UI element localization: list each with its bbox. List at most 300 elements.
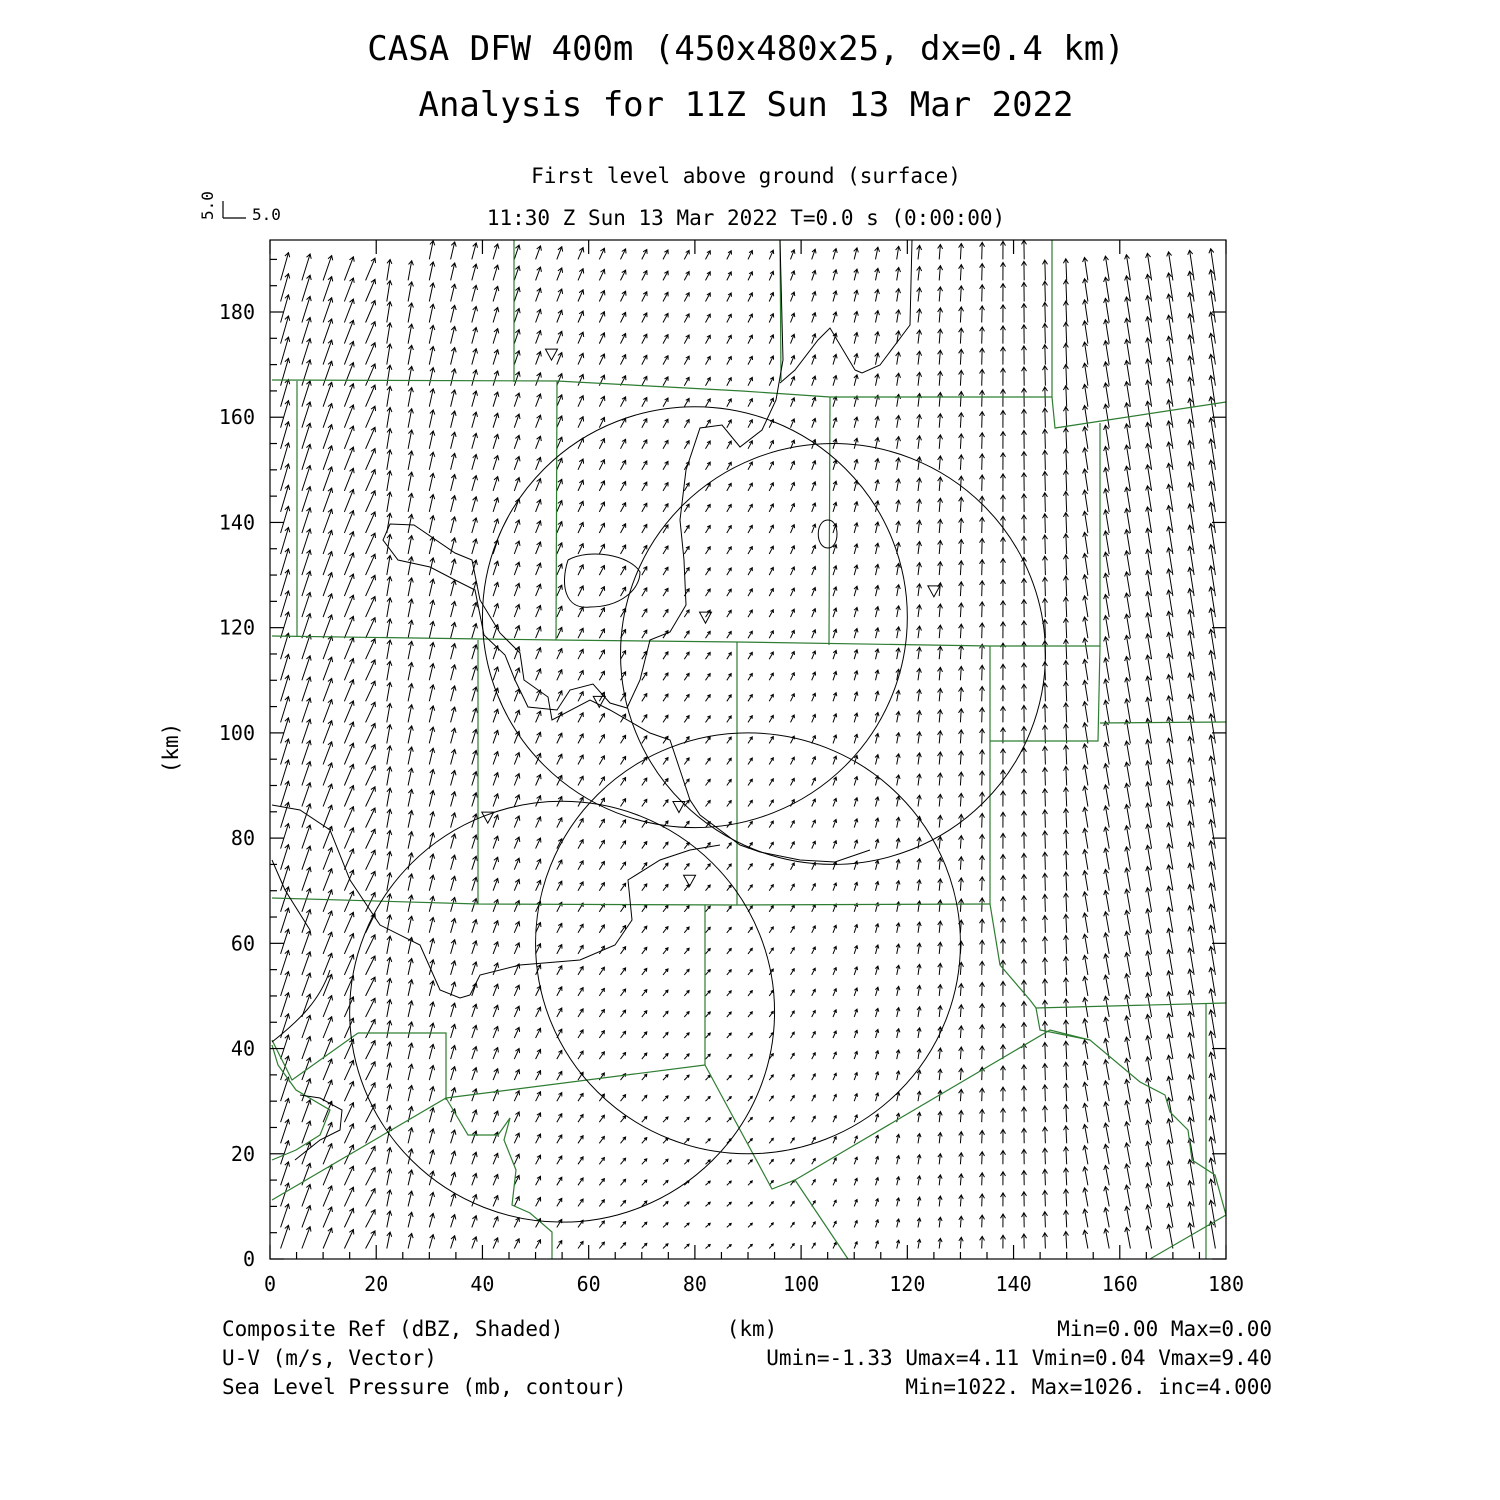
wind-vector bbox=[980, 581, 985, 596]
wind-vector bbox=[727, 568, 731, 575]
wind-vector bbox=[429, 1235, 434, 1249]
wind-vector bbox=[323, 1017, 332, 1038]
wind-vector bbox=[875, 860, 879, 869]
wind-vector bbox=[472, 433, 478, 449]
wind-vector bbox=[514, 308, 520, 322]
wind-vector bbox=[1064, 661, 1069, 681]
wind-vector bbox=[557, 1093, 562, 1102]
wind-vector bbox=[663, 948, 668, 954]
wind-vector bbox=[959, 1089, 964, 1101]
wind-vector bbox=[621, 439, 626, 449]
wind-vector bbox=[684, 420, 689, 428]
wind-vector bbox=[854, 375, 858, 386]
wind-vector bbox=[599, 1221, 604, 1227]
wind-vector bbox=[1022, 1234, 1027, 1249]
wind-vector bbox=[1022, 367, 1027, 386]
wind-vector bbox=[791, 292, 795, 302]
wind-vector bbox=[684, 864, 689, 870]
wind-vector bbox=[706, 547, 711, 554]
wind-vector bbox=[642, 440, 647, 449]
y-tick-label: 120 bbox=[218, 615, 255, 640]
wind-vector bbox=[980, 1109, 985, 1122]
wind-vector bbox=[323, 848, 332, 870]
wind-vector bbox=[557, 754, 562, 764]
wind-vector bbox=[1125, 741, 1131, 764]
wind-vector bbox=[578, 374, 584, 385]
wind-vector bbox=[302, 1184, 311, 1206]
wind-vector bbox=[1146, 824, 1152, 848]
wind-vector bbox=[875, 1008, 879, 1017]
wind-vector bbox=[599, 587, 604, 597]
wind-vector bbox=[514, 1112, 519, 1122]
wind-vector bbox=[621, 1179, 626, 1185]
wind-vector bbox=[387, 936, 392, 954]
wind-vector bbox=[642, 1159, 647, 1165]
wind-vector bbox=[302, 719, 311, 743]
wind-vector bbox=[938, 921, 943, 933]
wind-vector bbox=[917, 499, 922, 512]
wind-vector bbox=[578, 290, 584, 302]
wind-vector bbox=[642, 313, 647, 323]
wind-vector bbox=[917, 1049, 921, 1059]
wind-vector bbox=[1001, 812, 1006, 827]
wind-vector bbox=[493, 878, 498, 890]
wind-vector bbox=[578, 1157, 583, 1165]
wind-vector bbox=[938, 562, 943, 575]
wind-vector bbox=[980, 919, 985, 933]
wind-vector bbox=[344, 489, 354, 512]
wind-vector bbox=[323, 784, 333, 806]
wind-vector bbox=[1001, 1108, 1006, 1122]
wind-vector bbox=[472, 1173, 477, 1185]
wind-vector bbox=[344, 278, 354, 302]
wind-vector bbox=[684, 716, 689, 723]
wind-vector bbox=[938, 858, 943, 870]
wind-vector bbox=[812, 1243, 816, 1248]
wind-vector bbox=[429, 325, 435, 343]
wind-vector bbox=[599, 269, 605, 280]
wind-vector bbox=[769, 800, 773, 807]
wind-vector bbox=[1104, 256, 1110, 280]
wind-vector bbox=[514, 753, 520, 765]
wind-vector bbox=[1167, 1182, 1173, 1206]
wind-vector bbox=[748, 589, 752, 596]
wind-vector bbox=[938, 837, 943, 849]
wind-vector bbox=[875, 691, 879, 701]
wind-vector bbox=[429, 1192, 434, 1206]
wind-vector bbox=[344, 934, 354, 954]
wind-vector bbox=[599, 735, 604, 744]
wind-vector bbox=[833, 629, 837, 638]
wind-vector bbox=[896, 1134, 900, 1143]
wind-vector bbox=[366, 660, 376, 680]
wind-vector bbox=[896, 1050, 900, 1059]
wind-vector bbox=[896, 1008, 900, 1017]
wind-vector bbox=[451, 982, 456, 996]
wind-vector bbox=[387, 408, 392, 428]
wind-vector bbox=[642, 1180, 647, 1185]
wind-vector bbox=[1146, 972, 1152, 996]
wind-vector bbox=[387, 704, 392, 723]
wind-vector bbox=[938, 710, 943, 723]
wind-vector bbox=[727, 927, 731, 932]
wind-vector bbox=[1083, 1103, 1088, 1122]
wind-vector bbox=[833, 587, 837, 596]
wind-vector bbox=[727, 526, 731, 533]
wind-vector bbox=[833, 650, 837, 659]
wind-vector bbox=[536, 1240, 541, 1249]
wind-vector bbox=[748, 864, 752, 870]
reference-v-label: 5.0 bbox=[198, 191, 217, 220]
wind-vector bbox=[1022, 811, 1027, 828]
wind-vector bbox=[1001, 1024, 1006, 1038]
wind-vector bbox=[854, 1094, 857, 1102]
wind-vector bbox=[536, 521, 542, 533]
wind-vector bbox=[812, 841, 816, 848]
wind-vector bbox=[621, 545, 626, 554]
wind-vector bbox=[514, 541, 520, 554]
wind-vector bbox=[1125, 403, 1131, 428]
wind-vector bbox=[344, 574, 354, 596]
wind-vector bbox=[706, 737, 711, 743]
wind-vector bbox=[323, 1080, 332, 1101]
wind-vector bbox=[408, 324, 413, 344]
wind-vector bbox=[578, 628, 583, 638]
wind-vector bbox=[408, 1212, 413, 1227]
wind-vector bbox=[451, 897, 456, 911]
wind-vector bbox=[1146, 676, 1152, 701]
wind-vector bbox=[366, 977, 376, 996]
wind-vector bbox=[706, 779, 711, 785]
wind-vector bbox=[536, 288, 542, 301]
wind-vector bbox=[408, 472, 413, 491]
wind-vector bbox=[1104, 1060, 1110, 1080]
wind-vector bbox=[1125, 318, 1131, 343]
wind-vector bbox=[344, 405, 354, 428]
wind-vector bbox=[1125, 910, 1131, 933]
wind-vector bbox=[917, 330, 922, 344]
wind-vector bbox=[854, 1178, 857, 1185]
wind-vector bbox=[959, 836, 964, 849]
wind-vector bbox=[706, 991, 711, 996]
wind-vector bbox=[833, 1116, 836, 1123]
wind-vector bbox=[536, 246, 542, 260]
wind-vector bbox=[514, 414, 520, 428]
wind-vector bbox=[684, 441, 689, 449]
county-boundary bbox=[1100, 722, 1226, 723]
wind-vector bbox=[812, 884, 816, 891]
wind-vector bbox=[536, 500, 542, 512]
wind-vector bbox=[727, 357, 732, 365]
wind-vector bbox=[917, 563, 922, 576]
wind-vector bbox=[896, 352, 901, 365]
wind-vector bbox=[642, 672, 647, 680]
wind-vector bbox=[1022, 304, 1027, 323]
wind-vector bbox=[1125, 572, 1131, 596]
wind-vector bbox=[366, 702, 376, 722]
wind-vector bbox=[1064, 682, 1069, 702]
wind-vector bbox=[1104, 1123, 1110, 1143]
wind-vector bbox=[387, 873, 392, 891]
wind-vector bbox=[642, 842, 647, 849]
wind-vector bbox=[684, 272, 689, 281]
wind-vector bbox=[812, 397, 816, 407]
wind-vector bbox=[769, 567, 773, 575]
y-tick-label: 0 bbox=[242, 1247, 255, 1271]
wind-vector bbox=[748, 885, 752, 891]
wind-vector bbox=[812, 1011, 816, 1018]
wind-vector bbox=[684, 1054, 689, 1059]
wind-vector bbox=[493, 921, 498, 933]
wind-vector bbox=[493, 730, 499, 743]
wind-vector bbox=[578, 544, 584, 554]
wind-vector bbox=[917, 901, 921, 912]
wind-vector bbox=[980, 1088, 985, 1101]
wind-vector bbox=[1083, 934, 1088, 954]
wind-vector bbox=[344, 638, 354, 660]
wind-vector bbox=[854, 988, 857, 996]
wind-vector bbox=[387, 746, 392, 765]
wind-vector bbox=[366, 406, 376, 428]
wind-vector bbox=[980, 475, 985, 491]
wind-vector bbox=[472, 370, 478, 386]
wind-vector bbox=[514, 583, 520, 596]
wind-vector bbox=[1104, 277, 1110, 301]
wind-vector bbox=[1125, 1016, 1131, 1038]
wind-vector bbox=[1064, 809, 1069, 828]
wind-vector bbox=[684, 652, 689, 659]
wind-vector bbox=[1083, 765, 1088, 786]
wind-vector bbox=[663, 1138, 668, 1143]
wind-vector bbox=[980, 729, 985, 744]
wind-vector bbox=[706, 462, 711, 470]
wind-vector bbox=[642, 609, 647, 617]
wind-vector bbox=[323, 488, 333, 512]
wind-vector bbox=[791, 271, 795, 281]
wind-vector bbox=[1022, 579, 1027, 597]
wind-vector bbox=[1064, 639, 1069, 659]
wind-vector bbox=[621, 249, 627, 260]
county-boundary bbox=[795, 1030, 1226, 1259]
wind-vector bbox=[621, 1116, 626, 1122]
wind-vector bbox=[833, 820, 837, 828]
wind-vector bbox=[791, 948, 795, 954]
wind-vector bbox=[1001, 241, 1006, 259]
wind-vector bbox=[663, 588, 668, 596]
wind-vector bbox=[493, 265, 499, 280]
wind-vector bbox=[1022, 1171, 1027, 1186]
wind-vector bbox=[791, 715, 795, 722]
wind-vector bbox=[323, 573, 333, 597]
wind-vector bbox=[812, 1095, 816, 1101]
wind-vector bbox=[557, 1008, 562, 1017]
pressure-contour bbox=[564, 554, 640, 607]
wind-vector bbox=[1125, 805, 1131, 828]
wind-vector bbox=[896, 902, 900, 912]
wind-vector bbox=[344, 320, 354, 343]
wind-vector bbox=[281, 1141, 290, 1165]
pressure-contour bbox=[272, 860, 310, 930]
wind-vector bbox=[959, 899, 964, 912]
y-tick-label: 160 bbox=[218, 405, 255, 430]
wind-vector bbox=[791, 990, 795, 996]
wind-vector bbox=[854, 607, 858, 617]
wind-vector bbox=[1001, 939, 1006, 954]
wind-vector bbox=[1064, 1210, 1069, 1227]
wind-vector bbox=[578, 586, 584, 596]
wind-vector bbox=[408, 282, 413, 302]
wind-vector bbox=[854, 777, 858, 786]
wind-vector bbox=[854, 565, 858, 575]
wind-vector bbox=[472, 539, 478, 554]
wind-vector bbox=[959, 476, 964, 491]
wind-vector bbox=[366, 787, 376, 807]
wind-vector bbox=[875, 1051, 878, 1059]
wind-vector bbox=[302, 1100, 311, 1122]
wind-vector bbox=[663, 1011, 668, 1017]
wind-vector bbox=[748, 441, 752, 449]
wind-vector bbox=[791, 652, 795, 660]
wind-vector bbox=[854, 861, 858, 870]
wind-vector bbox=[727, 758, 731, 764]
wind-vector bbox=[1043, 1191, 1048, 1207]
wind-vector bbox=[302, 698, 311, 722]
wind-vector bbox=[344, 1124, 353, 1144]
wind-vector bbox=[684, 1033, 689, 1038]
wind-vector bbox=[938, 519, 943, 533]
wind-vector bbox=[1022, 663, 1027, 680]
wind-vector bbox=[366, 639, 376, 659]
wind-vector bbox=[1043, 324, 1048, 344]
wind-vector bbox=[536, 479, 542, 491]
wind-vector bbox=[833, 354, 837, 364]
wind-vector bbox=[451, 1003, 456, 1017]
wind-vector bbox=[599, 481, 604, 491]
wind-vector bbox=[642, 884, 647, 891]
wind-vector bbox=[1104, 869, 1110, 890]
wind-vector bbox=[833, 481, 837, 491]
wind-vector bbox=[408, 620, 413, 638]
wind-vector bbox=[1063, 576, 1068, 596]
wind-vector bbox=[748, 716, 752, 723]
wind-vector bbox=[980, 390, 985, 406]
wind-vector bbox=[812, 1053, 816, 1059]
wind-vector bbox=[791, 1074, 795, 1080]
wind-vector bbox=[1022, 705, 1027, 722]
wind-vector bbox=[791, 1138, 795, 1143]
wind-vector bbox=[833, 946, 837, 954]
wind-vector bbox=[408, 261, 413, 281]
wind-vector bbox=[854, 333, 858, 344]
wind-vector bbox=[599, 1179, 604, 1186]
wind-vector bbox=[706, 716, 711, 723]
wind-vector bbox=[875, 459, 880, 470]
wind-vector bbox=[748, 504, 752, 512]
wind-vector bbox=[748, 758, 752, 765]
wind-vector bbox=[578, 248, 584, 260]
wind-vector bbox=[387, 1190, 392, 1207]
wind-vector bbox=[769, 546, 773, 554]
wind-vector bbox=[917, 711, 922, 723]
wind-vector bbox=[408, 916, 413, 933]
wind-vector bbox=[344, 1187, 353, 1206]
wind-vector bbox=[493, 286, 499, 301]
wind-vector bbox=[451, 284, 457, 301]
wind-vector bbox=[812, 482, 816, 491]
wind-vector bbox=[748, 420, 752, 428]
wind-vector bbox=[938, 1238, 942, 1248]
plot-area bbox=[270, 240, 1226, 1259]
wind-vector bbox=[1146, 1078, 1152, 1101]
wind-vector bbox=[980, 750, 985, 765]
wind-vector bbox=[536, 817, 541, 828]
wind-vector bbox=[1083, 300, 1088, 323]
wind-vector bbox=[642, 588, 647, 596]
wind-vector bbox=[557, 522, 563, 533]
wind-vector bbox=[1146, 845, 1152, 869]
wind-vector bbox=[302, 677, 311, 701]
wind-vector bbox=[1043, 408, 1048, 428]
wind-vector bbox=[812, 313, 816, 323]
wind-vector bbox=[769, 1096, 773, 1101]
wind-vector bbox=[854, 290, 859, 301]
wind-vector bbox=[1063, 470, 1068, 491]
wind-vector bbox=[366, 364, 376, 386]
wind-vector bbox=[938, 1069, 942, 1080]
wind-vector bbox=[769, 779, 773, 786]
wind-vector bbox=[323, 552, 333, 576]
wind-vector bbox=[854, 1242, 857, 1249]
wind-vector bbox=[727, 399, 732, 407]
wind-vector bbox=[1022, 515, 1027, 533]
wind-vector bbox=[727, 779, 731, 785]
wind-vector bbox=[578, 945, 583, 954]
wind-vector bbox=[302, 1206, 311, 1228]
wind-vector bbox=[1063, 407, 1068, 428]
wind-vector bbox=[344, 764, 354, 785]
wind-vector bbox=[493, 350, 499, 365]
wind-vector bbox=[472, 645, 478, 660]
wind-vector bbox=[408, 684, 413, 702]
wind-vector bbox=[1104, 298, 1110, 322]
wind-vector bbox=[536, 267, 542, 280]
radar-sites bbox=[482, 349, 940, 886]
wind-vector bbox=[408, 726, 413, 744]
wind-vector bbox=[493, 794, 499, 807]
wind-vector bbox=[896, 606, 901, 617]
wind-vector bbox=[599, 925, 604, 933]
wind-vector bbox=[917, 1070, 921, 1080]
wind-vector bbox=[917, 1197, 921, 1206]
wind-vector bbox=[578, 1009, 583, 1017]
wind-vector bbox=[1104, 912, 1110, 933]
wind-vector bbox=[1083, 617, 1088, 638]
wind-vector bbox=[876, 1241, 879, 1249]
wind-vector bbox=[1125, 783, 1131, 806]
wind-vector bbox=[791, 377, 795, 386]
wind-vector bbox=[684, 250, 689, 259]
wind-vector bbox=[621, 904, 626, 911]
wind-vector bbox=[938, 329, 943, 344]
wind-vector bbox=[387, 365, 392, 386]
wind-vector bbox=[323, 340, 333, 365]
wind-vector bbox=[706, 1223, 711, 1227]
wind-vector bbox=[812, 905, 816, 912]
wind-vector bbox=[727, 589, 731, 596]
wind-vector bbox=[980, 412, 985, 428]
wind-vector bbox=[451, 813, 456, 828]
wind-vector bbox=[727, 378, 732, 386]
